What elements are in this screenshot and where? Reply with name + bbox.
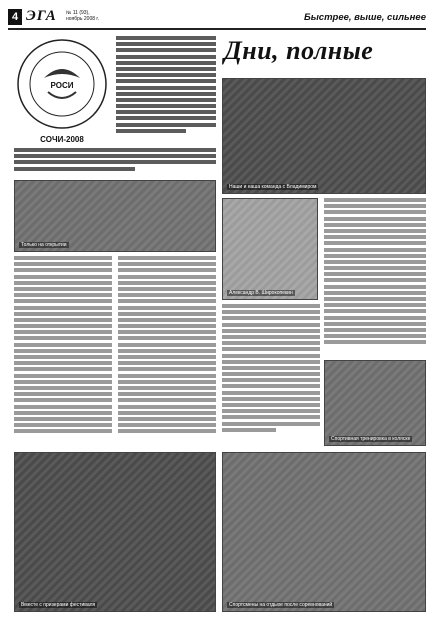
emblem-logo: РОСИ	[50, 81, 74, 90]
page-header	[8, 8, 426, 30]
body-column-3	[324, 198, 426, 356]
page-number: 4	[8, 9, 22, 25]
photo-opening	[14, 180, 216, 252]
caption-wheelchair: Спортивная тренировка в коляске	[331, 436, 411, 442]
intro-paragraph	[14, 148, 216, 178]
caption-team: Наши и наша команда с Владимиром	[229, 184, 317, 190]
caption-paralympians: Спортсмены на отдыхе после соревнований	[229, 602, 333, 608]
emblem-city-year: СОЧИ-2008	[40, 135, 84, 144]
photo-paralympians	[222, 452, 426, 612]
lead-text	[116, 36, 216, 140]
body-column-4	[222, 304, 320, 448]
issue-number: № 11 (93),	[66, 10, 90, 16]
section-title: Быстрее, выше, сильнее	[303, 12, 426, 23]
body-column-2	[118, 256, 216, 448]
festival-emblem	[14, 34, 110, 146]
caption-ping-pong: Александр В. Широкопекин	[229, 290, 293, 296]
caption-opening: Только на открытии	[21, 242, 67, 248]
issue-info	[66, 10, 99, 22]
photo-ping-pong	[222, 198, 318, 300]
body-column-1	[14, 256, 112, 448]
photo-group	[14, 452, 216, 612]
photo-wheelchair	[324, 360, 426, 446]
caption-group: Вместе с призерами фестиваля	[21, 602, 96, 608]
photo-team	[222, 78, 426, 194]
article-headline: Дни, полные	[224, 36, 374, 65]
issue-date: ноябрь 2008 г.	[66, 16, 100, 22]
newspaper-brand: ЭГА	[26, 8, 57, 24]
